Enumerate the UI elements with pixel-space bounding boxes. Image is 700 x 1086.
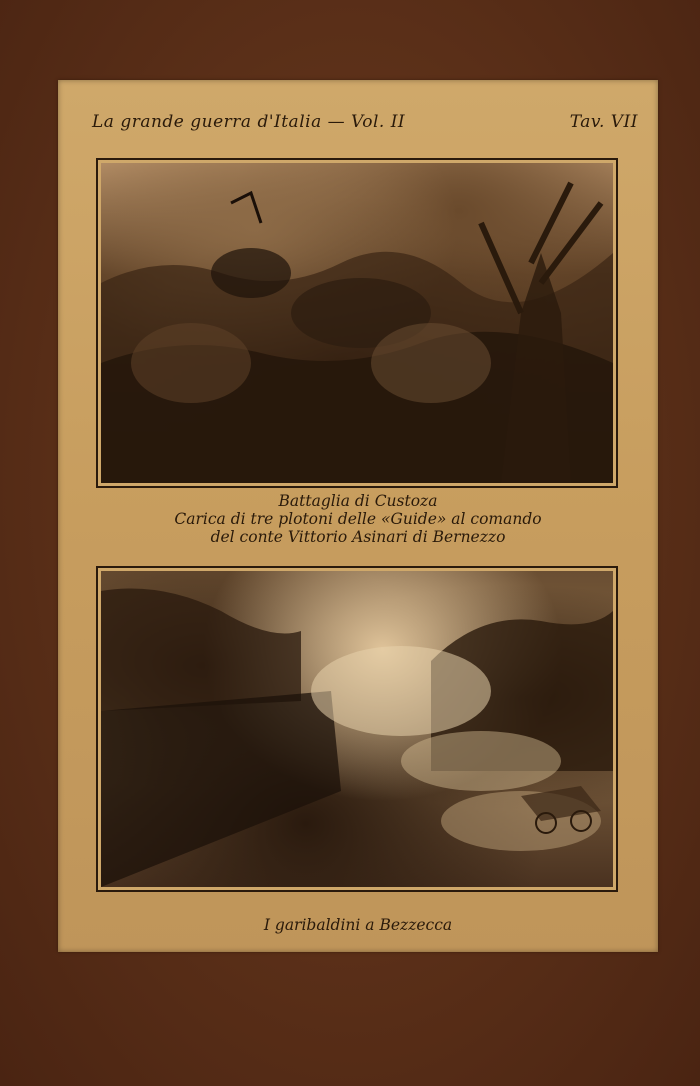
bezzecca-illustration (101, 571, 613, 887)
bezzecca-caption (58, 916, 658, 934)
plate-number: Tav. VII (569, 112, 638, 132)
caption-line: Battaglia di Custoza (278, 492, 438, 510)
caption-line: Carica di tre plotoni delle «Guide» al comando (174, 510, 542, 528)
caption-line: del conte Vittorio Asinari di Bernezzo (210, 528, 506, 546)
bezzecca-illustration-frame (96, 566, 618, 892)
garibaldini-scene (101, 571, 613, 887)
cavalry-charge-scene (101, 163, 613, 483)
custoza-caption (58, 492, 658, 546)
caption-line: I garibaldini a Bezzecca (263, 916, 453, 934)
book-plate-page (58, 80, 658, 952)
running-title: La grande guerra d'Italia — Vol. II (92, 112, 406, 132)
battle-of-custoza-illustration-frame (96, 158, 618, 488)
battle-of-custoza-illustration (101, 163, 613, 483)
